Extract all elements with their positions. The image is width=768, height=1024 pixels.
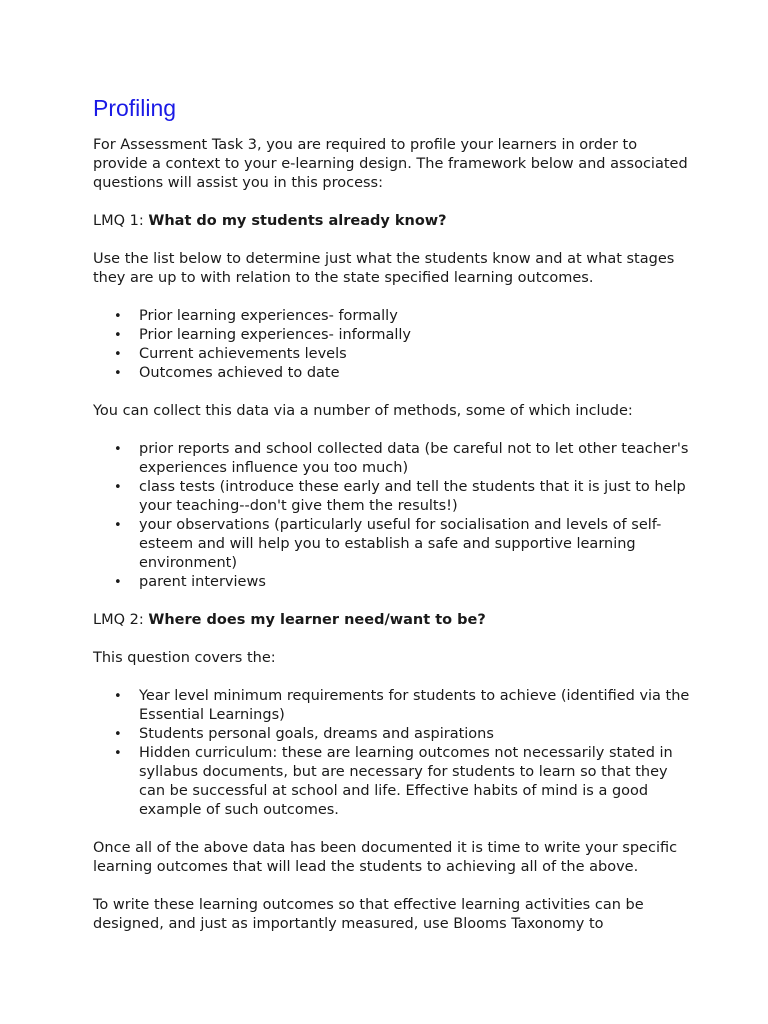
covers-list (93, 687, 693, 820)
lmq2-prefix: LMQ 2: (93, 612, 149, 628)
lmq1-question: What do my students already know? (148, 213, 447, 229)
list-item: • Current achievements levels (93, 345, 693, 364)
list-item: • Year level minimum requirements for students to achieve (identified via the Essential Learnings) (93, 687, 693, 725)
list-item: • Students personal goals, dreams and aspirations (93, 725, 693, 744)
list-item: • Outcomes achieved to date (93, 364, 693, 383)
list-item: • Prior learning experiences- informally (93, 326, 693, 345)
write-paragraph: To write these learning outcomes so that effective learning activities can be designed, and just as importantly measured, use Blooms Taxonomy to (93, 897, 644, 932)
collect-paragraph: You can collect this data via a number of methods, some of which include: (93, 403, 633, 419)
lmq1-paragraph: Use the list below to determine just what the students know and at what stages they are up to with relation to the state specified learning outcomes. (93, 251, 675, 286)
intro-paragraph: For Assessment Task 3, you are required to profile your learners in order to provide a context to your e-learning design. The framework below and associated questions will assist you in this process: (93, 137, 688, 191)
lmq2-question: Where does my learner need/want to be? (148, 612, 486, 628)
page-title: Profiling (93, 95, 177, 121)
lmq1-prefix: LMQ 1: (93, 213, 149, 229)
list-item: • Hidden curriculum: these are learning outcomes not necessarily stated in syllabus documents, but are necessary for students to learn so that they can be successful at school and life. Effective habits of mind is a good example of such outcomes. (93, 744, 693, 820)
lmq2-paragraph: This question covers the: (93, 650, 276, 666)
list-item: • your observations (particularly useful for socialisation and levels of self-esteem and will help you to establish a safe and supportive learning environment) (93, 516, 693, 573)
document-page (93, 94, 693, 953)
list-item: • Prior learning experiences- formally (93, 307, 693, 326)
list-item: • class tests (introduce these early and tell the students that it is just to help your teaching--don't give them the results!) (93, 478, 693, 516)
list-item: • parent interviews (93, 573, 693, 592)
methods-list (93, 440, 693, 592)
list-item: • prior reports and school collected data (be careful not to let other teacher's experiences influence you too much) (93, 440, 693, 478)
lmq1-heading (93, 212, 693, 231)
lmq2-heading (93, 611, 693, 630)
prior-learning-list (93, 307, 693, 383)
once-paragraph: Once all of the above data has been documented it is time to write your specific learning outcomes that will lead the students to achieving all of the above. (93, 840, 678, 875)
